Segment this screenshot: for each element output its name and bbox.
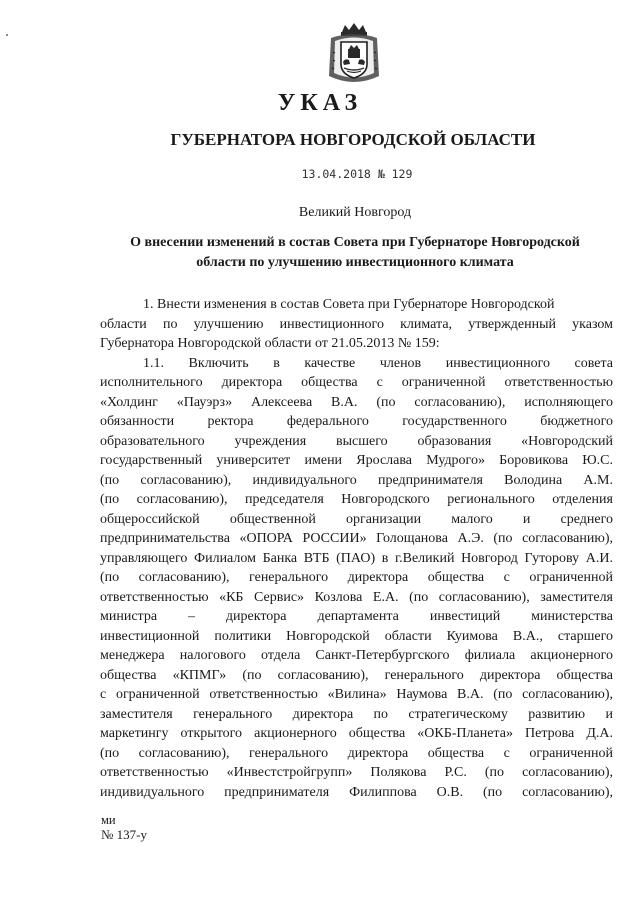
novgorod-coat-of-arms-icon (325, 22, 383, 86)
body-line: общества «КПМГ» (по согласованию), генерального директора общества (100, 667, 613, 683)
document-type-heading: УКАЗ (277, 90, 363, 116)
subject-line-1: О внесении изменений в состав Совета при Губернаторе Новгородской (130, 235, 580, 250)
body-line: обязанности ректора федерального государственного бюджетного (100, 414, 613, 429)
body-line: с ограниченной ответственностью «Вилина» Наумова В.А. (по согласованию), (100, 687, 613, 702)
body-line: (по согласованию), генерального директора общества с ограниченной (100, 570, 613, 585)
issuer-heading: ГУБЕРНАТОРА НОВГОРОДСКОЙ ОБЛАСТИ (170, 130, 536, 149)
body-line: индивидуального предпринимателя Филиппова О.В. (по согласованию), (100, 784, 613, 800)
body-line: общероссийской общественной организации малого и среднего (100, 511, 613, 527)
body-line: управляющего Филиалом Банка ВТБ (ПАО) в г.Великий Новгород Гуторову А.И. (100, 550, 613, 566)
date-number-stamp: 13.04.2018 № 129 (301, 167, 413, 181)
body-line: ответственностью «КБ Сервис» Козлова Е.А. (по согласованию), заместителя (100, 589, 613, 605)
body-line: менеджера налогового отдела Санкт-Петербургского филиала акционерного (100, 648, 613, 663)
body-line: министра – директора департамента инвестиций министерства (100, 609, 613, 624)
body-line: (по согласованию), генерального директора общества с ограниченной (100, 745, 613, 761)
document-body (100, 295, 613, 802)
body-line: (по согласованию), индивидуального предпринимателя Володина А.М. (100, 472, 613, 488)
document-subject (120, 234, 590, 273)
body-line: государственный университет имени Ярослава Мудрого» Боровикова Ю.С. (100, 453, 613, 468)
registration-number: № 137-у (101, 827, 147, 842)
body-line: заместителя генерального директора по стратегическому развитию и (100, 706, 613, 722)
executor-initials: ми (101, 813, 116, 827)
body-line: 1. Внести изменения в состав Совета при Губернаторе Новгородской (143, 297, 555, 312)
body-line: «Холдинг «Пауэрз» Алексеева В.А. (по согласованию), исполняющего (100, 394, 613, 410)
body-line: ответственностью «Инвестстройгрупп» Полякова Р.С. (по согласованию), (100, 765, 613, 780)
body-line: маркетингу открытого акционерного общества «ОКБ-Планета» Петрова Д.А. (100, 726, 613, 741)
scan-dot (6, 34, 8, 36)
body-line: Губернатора Новгородской области от 21.05.2013 № 159: (100, 336, 440, 351)
body-line: исполнительного директора общества с ограниченной ответственностью (100, 375, 613, 390)
body-line: (по согласованию), председателя Новгородского регионального отделения (100, 492, 613, 507)
body-line: области по улучшению инвестиционного климата, утвержденный указом (100, 316, 613, 332)
body-line: 1.1. Включить в качестве членов инвестиционного совета (143, 355, 613, 371)
subject-line-2: области по улучшению инвестиционного климата (196, 254, 514, 270)
body-line: предпринимательства «ОПОРА РОССИИ» Голощанова А.Э. (по согласованию), (100, 531, 613, 546)
city-line: Великий Новгород (298, 205, 412, 220)
body-line: инвестиционной политики Новгородской области Куимова В.А., старшего (100, 628, 613, 644)
body-line: образовательного учреждения высшего образования «Новгородский (100, 433, 613, 449)
